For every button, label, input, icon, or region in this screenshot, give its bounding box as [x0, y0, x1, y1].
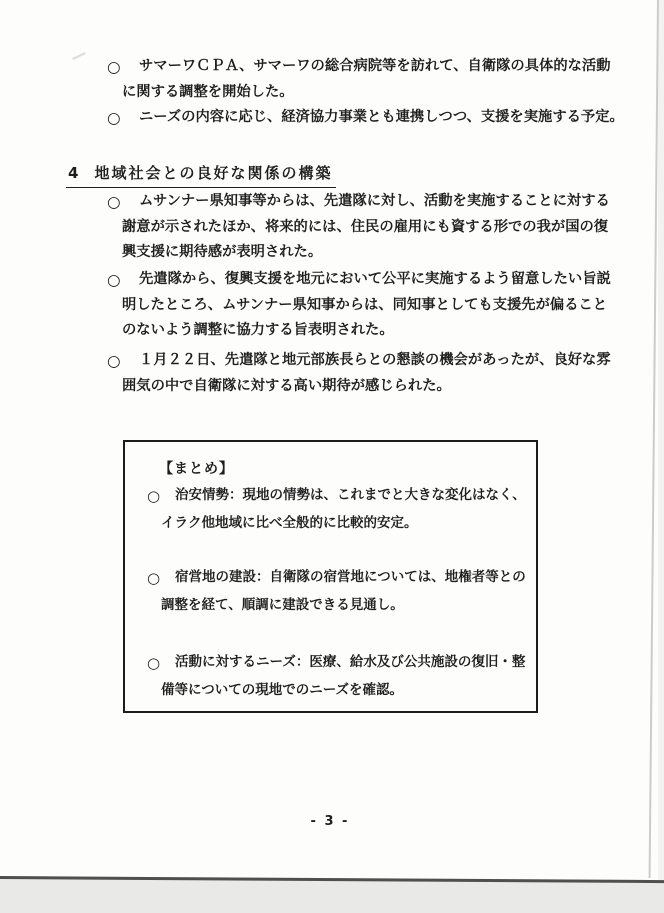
section-heading — [66, 160, 336, 188]
scan-speck — [72, 52, 86, 60]
list-item — [147, 563, 526, 619]
text-line: 活動に対するニーズ：医療、給水及び公共施設の復旧・整 — [175, 654, 526, 670]
section-number: 4 — [68, 164, 81, 182]
bullet-marker: ○ — [107, 192, 121, 211]
text-line: のないよう調整に協力する旨表明された。 — [122, 322, 394, 338]
list-item — [106, 348, 611, 399]
scan-right-margin — [658, 0, 664, 880]
bullet-marker: ○ — [147, 569, 161, 587]
text-line: 謝意が示されたほか、将来的には、住民の雇用にも資する形での我が国の復 — [122, 218, 609, 235]
text-line: 宿営地の建設：自衛隊の宿営地については、地権者等との — [175, 569, 526, 585]
text-line: 囲気の中で自衛隊に対する高い期待が感じられた。 — [122, 377, 451, 394]
text-line: に関する調整を開始した。 — [122, 83, 294, 100]
summary-box — [123, 440, 538, 713]
text-line: サマーワＣＰＡ、サマーワの総合病院等を訪れて、自衛隊の具体的な活動 — [139, 58, 611, 74]
text-line: 備等についての現地でのニーズを確認。 — [161, 682, 404, 698]
page-number: - 3 - — [310, 814, 350, 829]
list-item — [147, 481, 526, 537]
section-title: 地域社会との良好な関係の構築 — [94, 164, 333, 182]
text-line: 治安情勢：現地の情勢は、これまでと大きな変化はなく、 — [175, 487, 526, 503]
summary-box-title: 【まとめ】 — [159, 461, 234, 477]
list-item — [106, 54, 611, 105]
paper-right-edge — [649, 0, 659, 878]
text-line: イラク他地域に比べ全般的に比較的安定。 — [161, 515, 418, 531]
bullet-marker: ○ — [147, 487, 161, 505]
list-item — [106, 105, 624, 131]
bullet-marker: ○ — [107, 270, 121, 289]
bullet-marker: ○ — [147, 654, 161, 672]
bullet-marker: ○ — [107, 351, 121, 370]
list-item — [106, 267, 611, 344]
list-item — [147, 648, 525, 704]
text-line: 明したところ、ムサンナー県知事からは、同知事としても支援先が偏ること — [122, 296, 608, 313]
text-line: ムサンナー県知事等からは、先遣隊に対し、活動を実施することに対する — [139, 193, 610, 209]
text-line: １月２２日、先遣隊と地元部族長らとの懇談の機会があったが、良好な雰 — [139, 352, 611, 368]
list-item — [106, 189, 610, 266]
text-line: 興支援に期待感が表明された。 — [122, 244, 323, 260]
text-line: 調整を経て、順調に建設できる見通し。 — [161, 597, 404, 613]
text-line: ニーズの内容に応じ、経済協力事業とも連携しつつ、支援を実施する予定。 — [139, 109, 624, 125]
text-line: 先遣隊から、復興支援を地元において公平に実施するよう留意したい旨説 — [139, 271, 611, 287]
bullet-marker: ○ — [107, 57, 121, 76]
bullet-marker: ○ — [107, 108, 121, 127]
paper-bottom-edge — [0, 876, 664, 913]
